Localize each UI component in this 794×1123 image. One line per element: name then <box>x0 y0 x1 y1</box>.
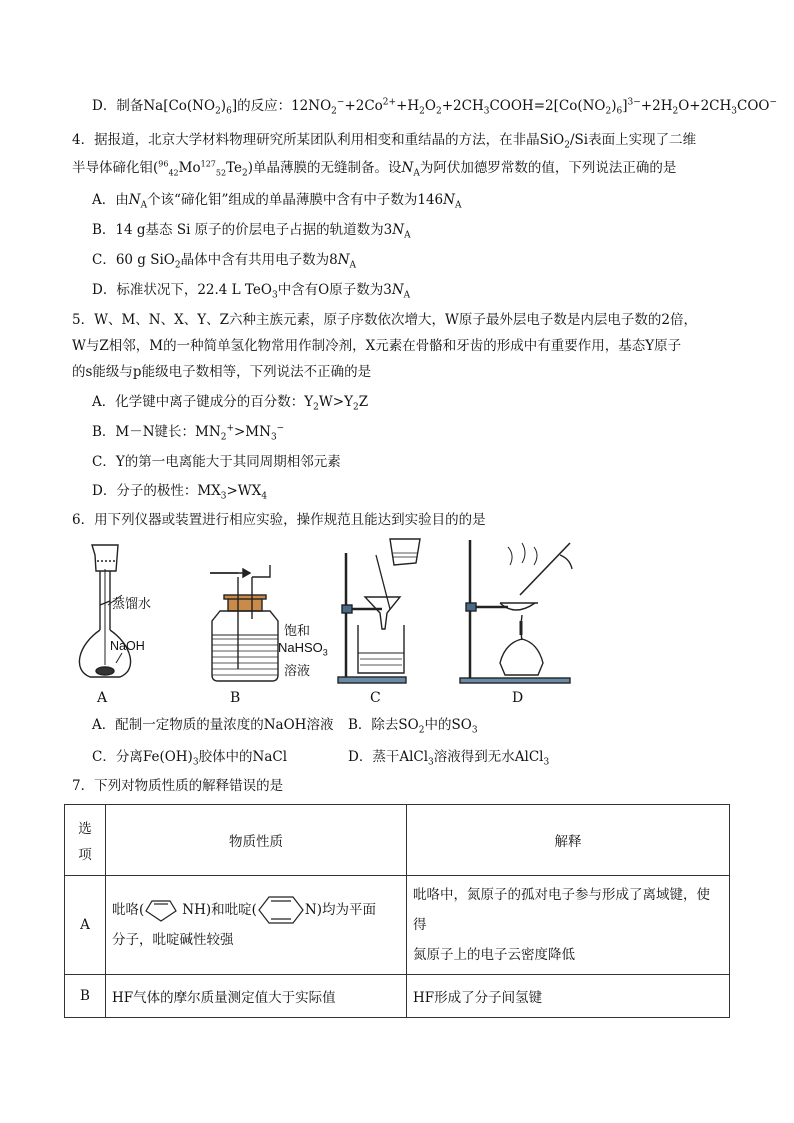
q4-option-c: C．60 g SiO$_2$晶体中含有共用电子数为$8N_A$ <box>92 252 357 271</box>
q6-option-d: D．蒸干AlCl$_3$溶液得到无水AlCl$_3$ <box>348 749 550 768</box>
q4-option-a: A．由$N_A$个该“碲化钼”组成的单晶薄膜中含有中子数为$146N_A$ <box>92 192 462 211</box>
fig-label-c: C <box>370 690 381 706</box>
fig-b-label-3: 溶液 <box>284 663 311 678</box>
pyrrole-structure-icon <box>144 897 182 923</box>
fig-b-label-1: 饱和 <box>284 623 311 638</box>
q6-apparatus-figure <box>60 535 600 710</box>
row-key: B <box>65 975 106 1018</box>
q5-option-d: D．分子的极性：$MX_3>WX_4$ <box>92 483 268 502</box>
table-header-row <box>65 805 730 876</box>
q5-option-b: B．M－N键长：$MN_2^+>MN_3^-$ <box>92 423 285 443</box>
q6-option-b: B．除去$SO_2$中的$SO_3$ <box>348 717 478 736</box>
header-explanation: 解释 <box>407 805 730 876</box>
q5-stem-line3: 的s能级与p能级电子数相等，下列说法不正确的是 <box>72 364 372 380</box>
row-property: HF气体的摩尔质量测定值大于实际值 <box>106 975 407 1018</box>
header-option: 选 项 <box>65 805 106 876</box>
q4-option-d: D．标准状况下，22.4 L TeO$_3$中含有O原子数为$3N_A$ <box>92 282 411 301</box>
pyridine-structure-icon <box>257 895 305 925</box>
q4-stem-line1: 4．据报道，北京大学材料物理研究所某团队利用相变和重结晶的方法，在非晶SiO$_2$/Si表面上实现了二维 <box>72 132 697 151</box>
q7-stem: 7．下列对物质性质的解释错误的是 <box>72 778 284 794</box>
apparatus-d-evaporation <box>460 540 572 683</box>
table-row <box>65 876 730 975</box>
row-key: A <box>65 876 106 975</box>
fig-b-label-2: NaHSO$_3$ <box>278 640 328 658</box>
fig-label-d: D <box>512 690 524 706</box>
q4-stem-line2: 半导体碲化钼$(^{96}_{42}Mo^{127}_{52}Te_2)$单晶薄膜的无缝制备。设$N_A$为阿伏加德罗常数的值，下列说法正确的是 <box>72 159 677 179</box>
apparatus-b-wash-bottle <box>210 565 278 681</box>
table-row <box>65 975 730 1018</box>
q5-stem-line1: 5．W、M、N、X、Y、Z六种主族元素，原子序数依次增大，W原子最外层电子数是内层电子数的2倍， <box>72 312 697 328</box>
q6-stem: 6．用下列仪器或装置进行相应实验，操作规范且能达到实验目的的是 <box>72 512 486 528</box>
apparatus-c-filtration <box>338 539 420 683</box>
q5-stem-line2: W与Z相邻，M的一种简单氢化物常用作制冷剂，X元素在骨骼和牙齿的形成中有重要作用，基态Y原子 <box>72 338 682 354</box>
q5-option-c: C．Y的第一电离能大于其同周期相邻元素 <box>92 454 341 470</box>
q4-option-b: B．14 g基态 Si 原子的价层电子占据的轨道数为$3N_A$ <box>92 222 411 241</box>
q7-table <box>64 804 730 1018</box>
q6-option-c: C．分离$Fe(OH)_3$胶体中的NaCl <box>92 749 288 768</box>
fig-label-b: B <box>230 690 241 706</box>
row-property: 吡咯( NH)和吡啶( N)均为平面 分子，吡啶碱性较强 <box>106 876 407 975</box>
fig-a-water-label: 蒸馏水 <box>112 596 152 611</box>
header-property: 物质性质 <box>106 805 407 876</box>
fig-a-naoh-label: NaOH <box>110 639 145 653</box>
row-explanation: 吡咯中，氮原子的孤对电子参与形成了离域键，使得 氮原子上的电子云密度降低 <box>407 876 730 975</box>
fig-label-a: A <box>97 690 108 706</box>
q6-option-a: A．配制一定物质的量浓度的NaOH溶液 <box>92 717 334 733</box>
q3-option-d: D．制备$Na[Co(NO_2)_6]$的反应：$12NO_2^-+2Co^{2+}+H_2O_2+2CH_3COOH=2[Co(NO_2)_6]^{3-}+2H_2O+2CH_3COO^-$ <box>92 97 778 117</box>
row-explanation: HF形成了分子间氢键 <box>407 975 730 1018</box>
q5-option-a: A．化学键中离子键成分的百分数：$Y_2W>Y_2Z$ <box>92 394 369 413</box>
